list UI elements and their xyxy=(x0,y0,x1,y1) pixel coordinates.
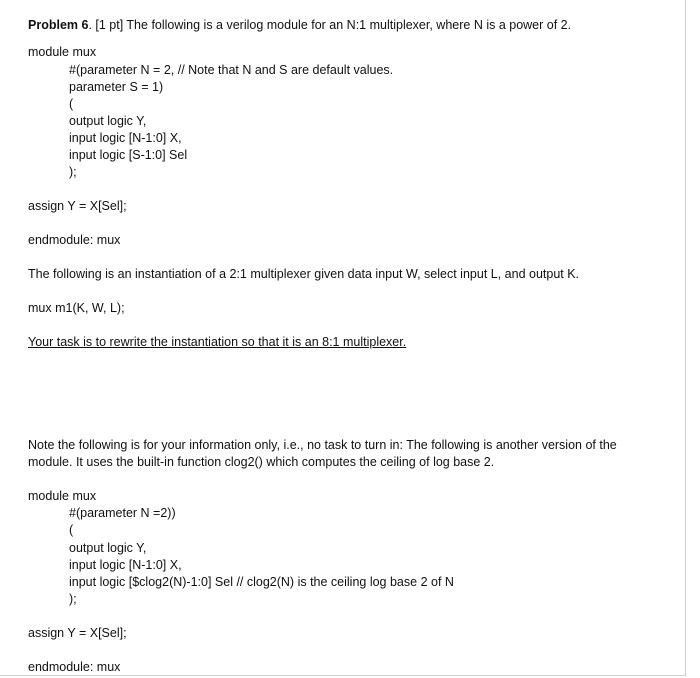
module1-port-output: output logic Y, xyxy=(69,114,147,128)
note-line-2: module. It uses the built-in function clog2() which computes the ceiling of log base 2. xyxy=(28,455,495,469)
module2-port-output: output logic Y, xyxy=(69,541,147,555)
module1-port-x: input logic [N-1:0] X, xyxy=(69,131,182,145)
module2-end: endmodule: mux xyxy=(28,660,121,674)
module2-assign: assign Y = X[Sel]; xyxy=(28,626,127,640)
module2-open-paren: ( xyxy=(69,523,74,537)
note-line-1: Note the following is for your information only, i.e., no task to turn in: The following is another version of the xyxy=(28,438,617,452)
problem-intro: . [1 pt] The following is a verilog module for an N:1 multiplexer, where N is a power of 2. xyxy=(88,18,572,32)
module2-close: ); xyxy=(69,592,77,606)
problem-number: Problem 6 xyxy=(28,18,89,32)
module2-header: module mux xyxy=(28,489,97,503)
module1-param2: parameter S = 1) xyxy=(69,80,164,94)
module1-assign: assign Y = X[Sel]; xyxy=(28,199,127,213)
module1-end: endmodule: mux xyxy=(28,233,121,247)
module1-header: module mux xyxy=(28,45,97,59)
instantiation-code: mux m1(K, W, L); xyxy=(28,301,125,315)
problem-statement xyxy=(28,17,571,33)
module1-open-paren: ( xyxy=(69,97,74,111)
module1-param1: #(parameter N = 2, // Note that N and S are default values. xyxy=(69,63,394,77)
module1-port-sel: input logic [S-1:0] Sel xyxy=(69,148,188,162)
instantiation-description: The following is an instantiation of a 2:1 multiplexer given data input W, select input L, and output K. xyxy=(28,267,580,281)
module1-close: ); xyxy=(69,165,77,179)
module2-port-sel: input logic [$clog2(N)-1:0] Sel // clog2(N) is the ceiling log base 2 of N xyxy=(69,575,454,589)
task-statement: Your task is to rewrite the instantiation so that it is an 8:1 multiplexer. xyxy=(28,335,407,349)
module2-port-x: input logic [N-1:0] X, xyxy=(69,558,182,572)
module2-param1: #(parameter N =2)) xyxy=(69,506,176,520)
